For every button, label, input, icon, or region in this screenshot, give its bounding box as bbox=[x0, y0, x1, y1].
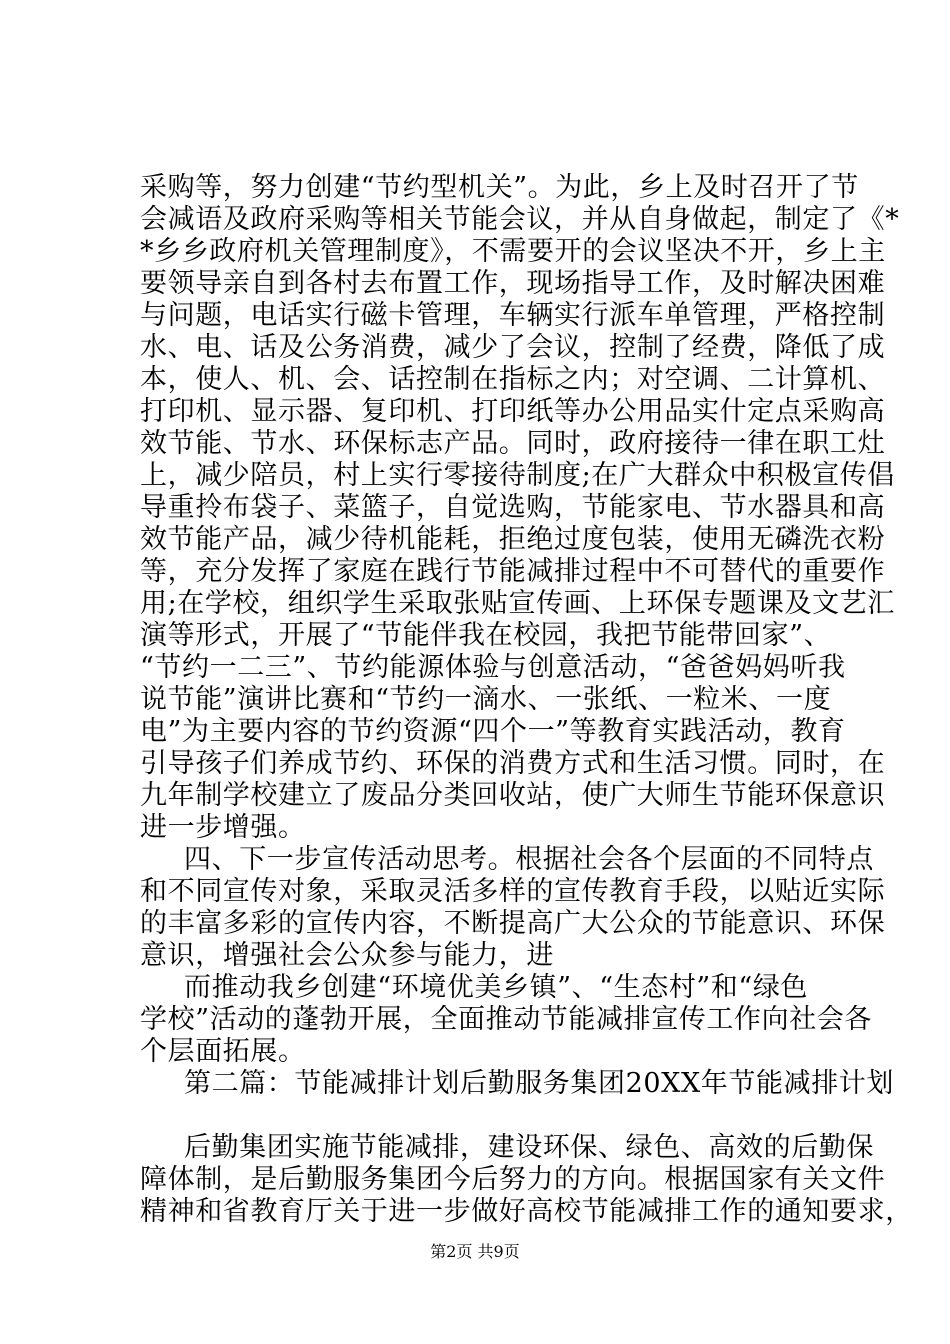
text-line: 说节能”演讲比赛和“节约一滴水、一张纸、一粒米、一度 bbox=[140, 684, 832, 715]
text-line: 的丰富多彩的宣传内容，不断提高广大公众的节能意识、环保 bbox=[140, 908, 886, 939]
text-line: “节约一二三”、节约能源体验与创意活动，“爸爸妈妈听我 bbox=[140, 652, 846, 683]
text-line: 障体制，是后勤服务集团今后努力的方向。根据国家有关文件 bbox=[140, 1164, 886, 1195]
text-line: 打印机、显示器、复印机、打印纸等办公用品实什定点采购高 bbox=[140, 396, 886, 427]
text-line: 演等形式，开展了“节能伴我在校园，我把节能带回家”、 bbox=[140, 620, 832, 651]
text-line: 引导孩子们养成节约、环保的消费方式和生活习惯。同时，在 bbox=[140, 748, 886, 779]
text-line: 个层面拓展。 bbox=[140, 1036, 306, 1067]
text-line: 用;在学校，组织学生采取张贴宣传画、上环保专题课及文艺汇 bbox=[140, 588, 895, 619]
section-heading: 第二篇：节能减排计划后勤服务集团20XX年节能减排计划 bbox=[184, 1068, 894, 1099]
text-line: 导重拎布袋子、菜篮子，自觉选购，节能家电、节水器具和高 bbox=[140, 492, 886, 523]
text-line: *乡乡政府机关管理制度》，不需要开的会议坚决不开，乡上主 bbox=[140, 236, 886, 267]
text-line: 而推动我乡创建“环境优美乡镇”、“生态村”和“绿色 bbox=[184, 972, 809, 1003]
page-footer: 第2页 共9页 bbox=[430, 1242, 520, 1261]
text-line: 学校”活动的蓬勃开展，全面推动节能减排宣传工作向社会各 bbox=[140, 1004, 873, 1035]
text-line: 效节能产品，减少待机能耗，拒绝过度包装，使用无磷洗衣粉 bbox=[140, 524, 886, 555]
text-line: 后勤集团实施节能减排，建设环保、绿色、高效的后勤保 bbox=[184, 1132, 874, 1163]
text-line: 意识，增强社会公众参与能力，进 bbox=[140, 940, 554, 971]
text-line: 采购等，努力创建“节约型机关”。为此，乡上及时召开了节 bbox=[140, 172, 859, 203]
text-line: 上，减少陪员，村上实行零接待制度;在广大群众中积极宣传倡 bbox=[140, 460, 895, 491]
paragraph-four-heading: 四、下一步宣传活动思考。根据社会各个层面的不同特点 bbox=[184, 844, 874, 875]
text-line: 进一步增强。 bbox=[140, 812, 306, 843]
text-line: 和不同宣传对象，采取灵活多样的宣传教育手段，以贴近实际 bbox=[140, 876, 886, 907]
text-line: 水、电、话及公务消费，减少了会议，控制了经费，降低了成 bbox=[140, 332, 886, 363]
text-line: 本，使人、机、会、话控制在指标之内；对空调、二计算机、 bbox=[140, 364, 886, 395]
text-line: 效节能、节水、环保标志产品。同时，政府接待一律在职工灶 bbox=[140, 428, 886, 459]
text-line: 等，充分发挥了家庭在践行节能减排过程中不可替代的重要作 bbox=[140, 556, 886, 587]
text-line: 精神和省教育厅关于进一步做好高校节能减排工作的通知要求， bbox=[140, 1196, 913, 1227]
text-line: 要领导亲自到各村去布置工作，现场指导工作，及时解决困难 bbox=[140, 268, 886, 299]
text-line: 与问题，电话实行磁卡管理，车辆实行派车单管理，严格控制 bbox=[140, 300, 886, 331]
text-line: 会减语及政府采购等相关节能会议，并从自身做起，制定了《* bbox=[140, 204, 900, 235]
text-line: 九年制学校建立了废品分类回收站，使广大师生节能环保意识 bbox=[140, 780, 886, 811]
text-line: 电”为主要内容的节约资源“四个一”等教育实践活动，教育 bbox=[140, 716, 846, 747]
